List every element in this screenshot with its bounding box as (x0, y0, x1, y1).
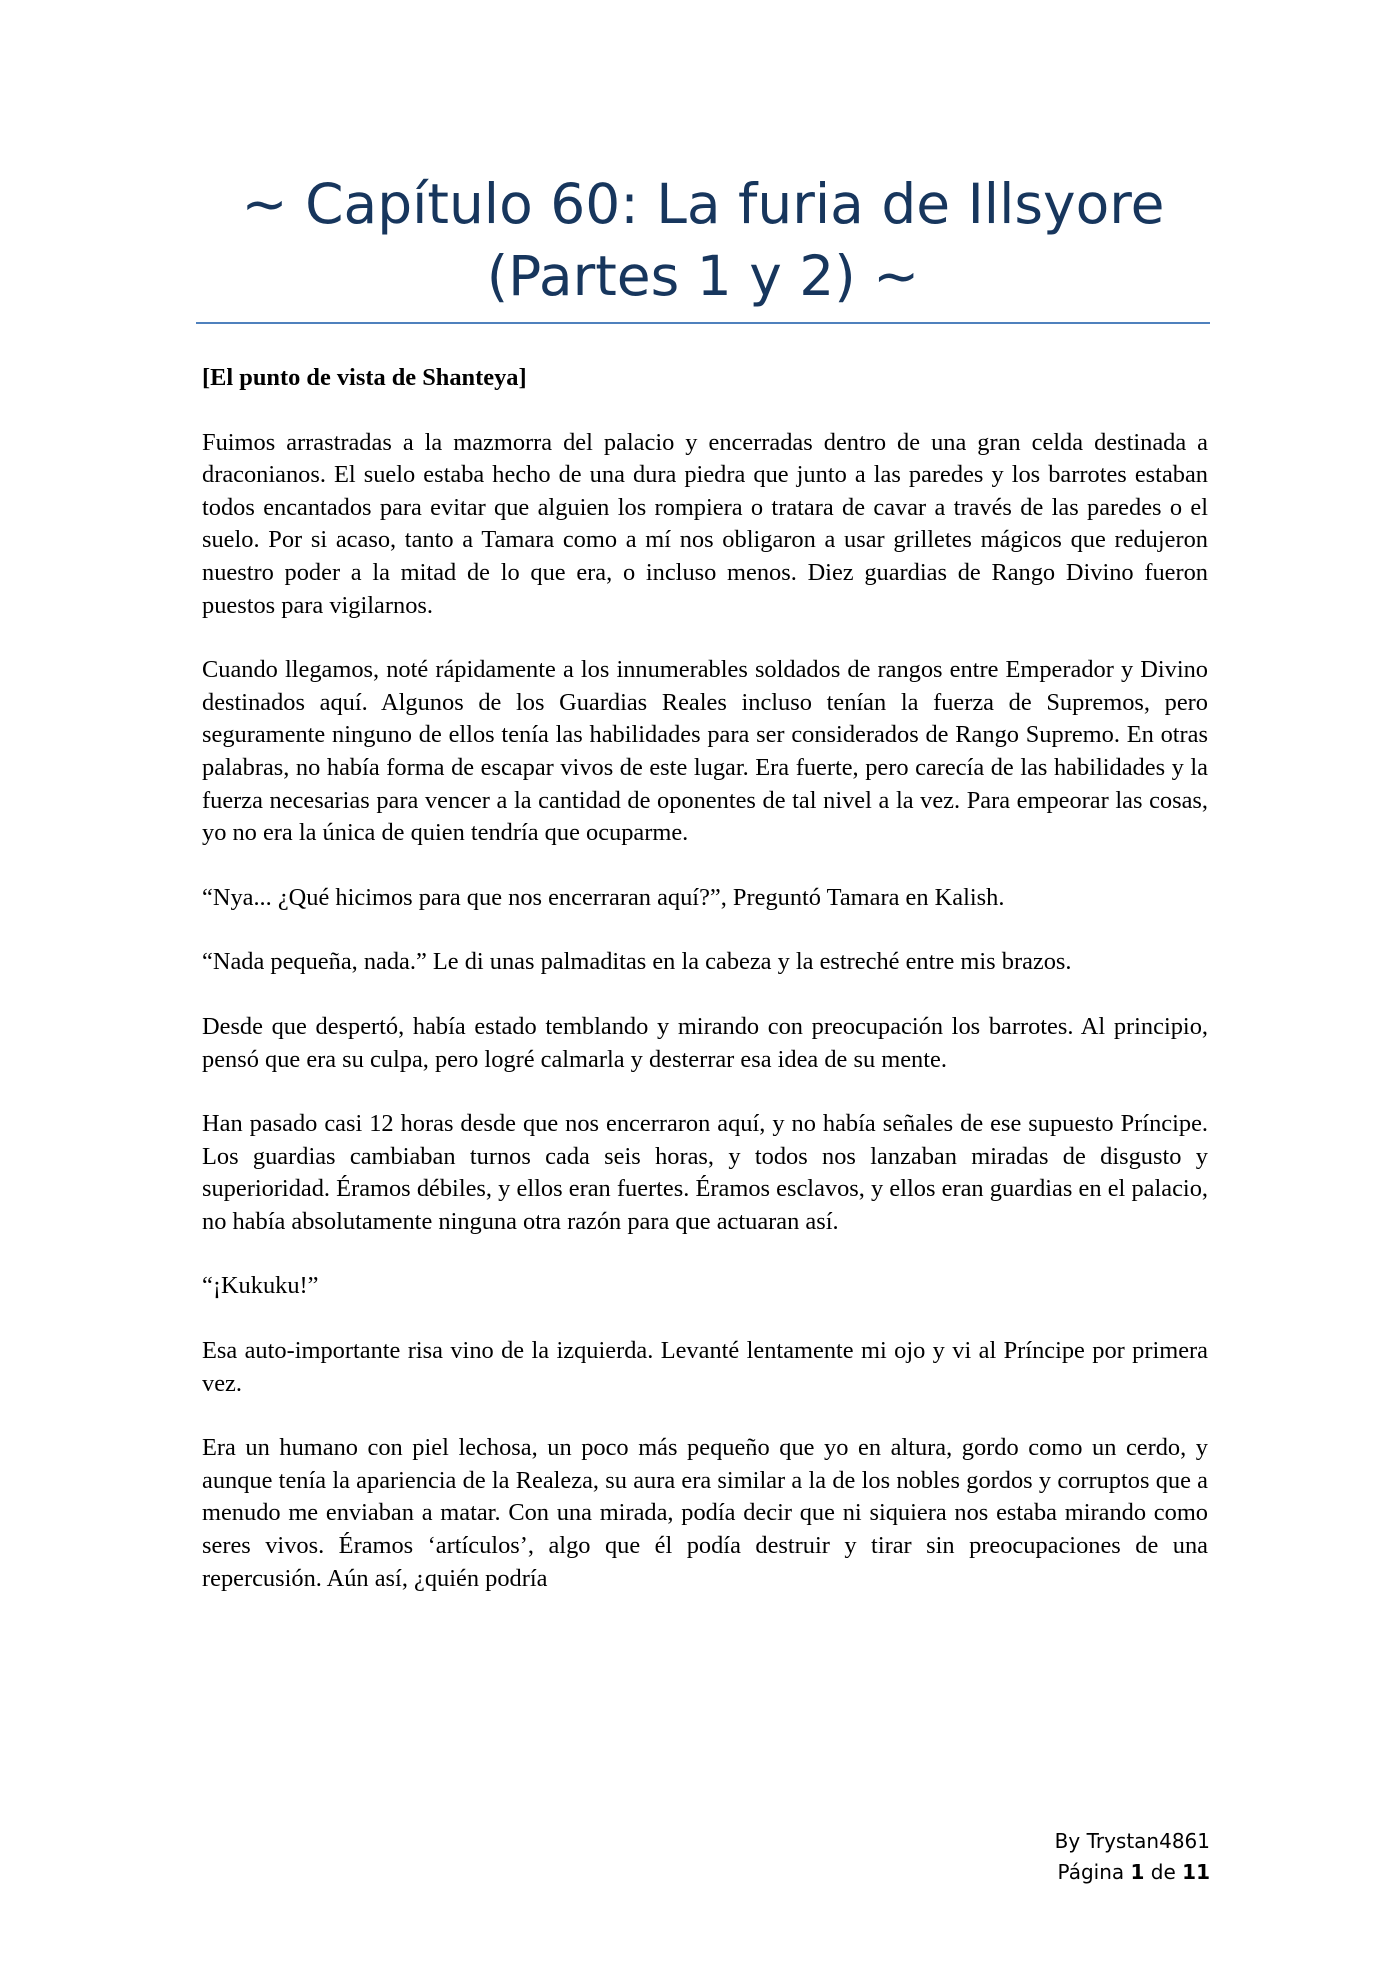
chapter-title-line-1: ~ Capítulo 60: La furia de Illsyore (241, 172, 1165, 236)
chapter-title (196, 168, 1210, 312)
paragraph-6: Han pasado casi 12 horas desde que nos encerraron aquí, y no había señales de ese supuesto Príncipe. Los guardias cambiaban turnos cada seis horas, y todos nos lanzaban miradas de disgusto y superioridad. Éramos débiles, y ellos eran fuertes. Éramos esclavos, y ellos eran guardias en el palacio, no había absolutamente ninguna otra razón para que actuaran así. (202, 1110, 1208, 1235)
page-current: 1 (1130, 1860, 1145, 1884)
paragraph-2: Cuando llegamos, noté rápidamente a los innumerables soldados de rangos entre Emperador y Divino destinados aquí. Algunos de los Guardias Reales incluso tenían la fuerza de Supremos, pero seguramente ninguno de ellos tenía las habilidades para ser considerados de Rango Supremo. En otras palabras, no había forma de escapar vivos de este lugar. Era fuerte, pero carecía de las habilidades y la fuerza necesarias para vencer a la cantidad de oponentes de tal nivel a la vez. Para empeorar las cosas, yo no era la única de quien tendría que ocuparme. (202, 656, 1208, 847)
paragraph-4: “Nada pequeña, nada.” Le di unas palmaditas en la cabeza y la estreché entre mis brazos. (202, 948, 1072, 976)
pov-heading: [El punto de vista de Shanteya] (202, 364, 527, 391)
paragraph-5: Desde que despertó, había estado temblando y mirando con preocupación los barrotes. Al principio, pensó que era su culpa, pero logré calmarla y desterrar esa idea de su mente. (202, 1012, 1208, 1073)
paragraph-3: “Nya... ¿Qué hicimos para que nos encerraran aquí?”, Preguntó Tamara en Kalish. (202, 883, 1005, 911)
paragraph-1: Fuimos arrastradas a la mazmorra del palacio y encerradas dentro de una gran celda destinada a draconianos. El suelo estaba hecho de una dura piedra que junto a las paredes y los barrotes estaban todos encantados para evitar que alguien los rompiera o tratara de cavar a través de las paredes o el suelo. Por si acaso, tanto a Tamara como a mí nos obligaron a usar grilletes mágicos que redujeron nuestro poder a la mitad de lo que era, o incluso menos. Diez guardias de Rango Divino fueron puestos para vigilarnos. (202, 428, 1208, 619)
page-footer (1055, 1826, 1210, 1888)
title-divider (196, 322, 1210, 324)
paragraph-9: Era un humano con piel lechosa, un poco más pequeño que yo en altura, gordo como un cerdo, y aunque tenía la apariencia de la Realeza, su aura era similar a la de los nobles gordos y corruptos que a menudo me enviaban a matar. Con una mirada, podía decir que ni siquiera nos estaba mirando como seres vivos. Éramos ‘artículos’, algo que él podía destruir y tirar sin preocupaciones de una repercusión. Aún así, ¿quién podría (202, 1434, 1208, 1592)
paragraph-7: “¡Kukuku!” (202, 1272, 319, 1300)
author-credit: By Trystan4861 (1054, 1829, 1210, 1853)
page-of: de (1150, 1860, 1176, 1884)
page-total: 11 (1182, 1860, 1210, 1884)
page-label: Página (1057, 1860, 1125, 1884)
page-number (1055, 1857, 1210, 1888)
document-body (202, 362, 1208, 1627)
paragraph-8: Esa auto-importante risa vino de la izquierda. Levanté lentamente mi ojo y vi al Príncipe por primera vez. (202, 1337, 1208, 1397)
chapter-title-line-2: (Partes 1 y 2) ~ (486, 244, 920, 308)
